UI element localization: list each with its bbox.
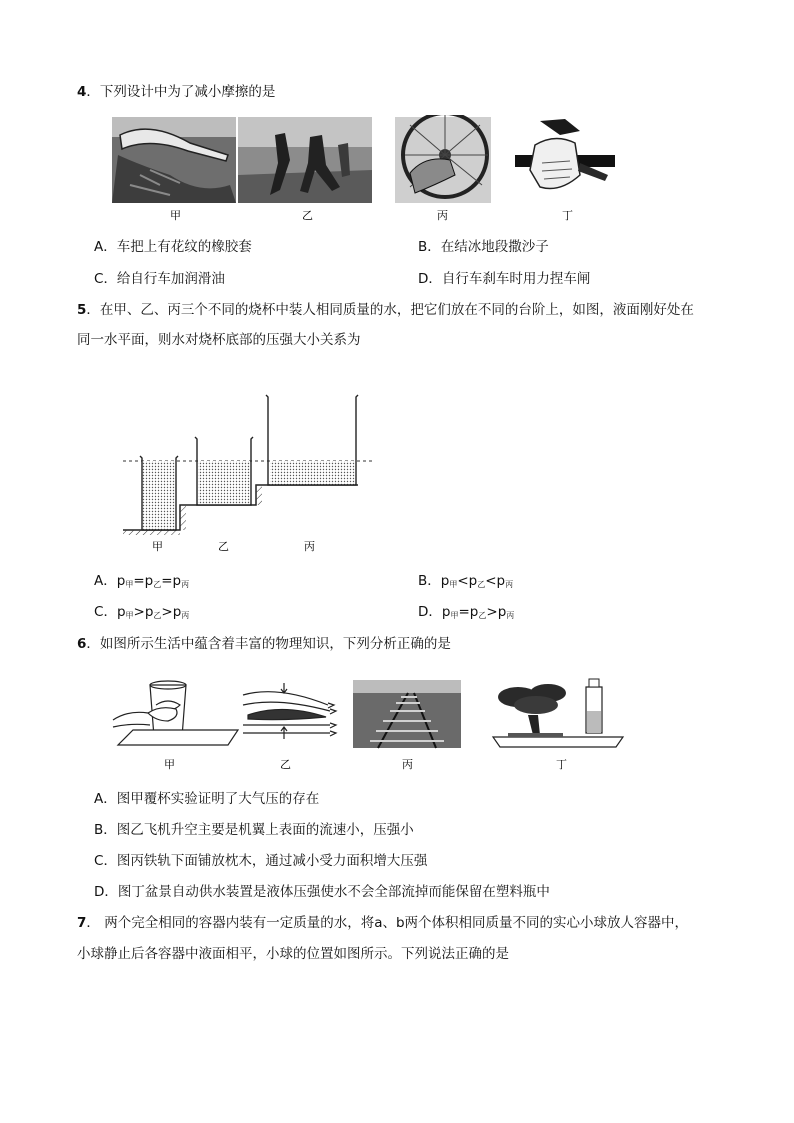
q6-label-bing: 丙 <box>402 758 413 771</box>
q5-option-c-letter: C <box>94 604 104 620</box>
q6-number: 6 <box>77 636 87 652</box>
q5-beaker-yi <box>195 437 253 505</box>
q6-option-b-text: ．图乙飞机升空主要是机翼上表面的流速小，压强小 <box>103 822 414 838</box>
q5-a-sub3: 丙 <box>181 580 190 589</box>
q5-c-p1: p <box>116 604 126 620</box>
q5-a-p2: p <box>144 573 154 589</box>
q5-d-p3: p <box>497 604 507 620</box>
q6-option-b-letter: B <box>94 822 104 838</box>
q5-c-p3: p <box>172 604 182 620</box>
q4-number: 4 <box>77 84 87 100</box>
q5-option-b-letter: B <box>418 573 428 589</box>
q4-option-a-text: ．车把上有花纹的橡胶套 <box>103 239 252 255</box>
q5-option-a: A．$p_甲=p_乙=p_丙$ <box>94 573 190 589</box>
q6-label-yi: 乙 <box>280 758 291 771</box>
q4-label-yi: 乙 <box>302 209 313 222</box>
q5-b-p3: p <box>496 573 506 589</box>
q5-b-rel1: < <box>457 573 469 589</box>
q5-b-sub3: 丙 <box>505 580 514 589</box>
q5-beaker-jia <box>140 456 178 530</box>
q5-label-yi: 乙 <box>218 540 229 553</box>
q6-option-a <box>94 790 319 808</box>
q5-c-rel1: > <box>133 604 145 620</box>
q5-c-p2: p <box>144 604 154 620</box>
q6-fig-ding <box>493 679 623 747</box>
q4-option-a-letter: A <box>94 239 104 255</box>
q6-label-jia: 甲 <box>164 758 175 771</box>
q4-label-bing: 丙 <box>437 209 448 222</box>
q5-b-sub2: 乙 <box>477 580 486 589</box>
q5-b-rel2: < <box>485 573 497 589</box>
q6-fig-yi <box>243 683 336 739</box>
q4-label-ding: 丁 <box>562 209 573 222</box>
q5-option-b: B．$p_甲<p_乙<p_丙$ <box>418 573 514 589</box>
q4-photo-ding <box>510 117 620 203</box>
q4-photo-bing <box>395 115 491 203</box>
q5-b-p1: p <box>440 573 450 589</box>
q4-photo-yi <box>238 117 372 203</box>
q4-option-c-text: ．给自行车加润滑油 <box>103 271 225 287</box>
q6-option-a-letter: A <box>94 791 104 807</box>
q5-b-p2: p <box>468 573 478 589</box>
q6-option-d-text: ．图丁盆景自动供水装置是液体压强使水不会全部流掉而能保留在塑料瓶中 <box>104 884 550 900</box>
q5-d-sub2: 乙 <box>478 611 487 620</box>
q5-d-rel1: = <box>458 604 470 620</box>
q6-option-c <box>94 852 427 870</box>
q5-a-sub2: 乙 <box>153 580 162 589</box>
q5-a-rel1: = <box>133 573 145 589</box>
q5-label-jia: 甲 <box>152 540 163 553</box>
q6-option-a-text: ．图甲覆杯实验证明了大气压的存在 <box>103 791 320 807</box>
q5-b-sub1: 甲 <box>449 580 458 589</box>
q6-option-d <box>94 883 550 901</box>
q5-a-p1: p <box>116 573 126 589</box>
q5-stem-text1: ．在甲、乙、丙三个不同的烧杯中装人相同质量的水，把它们放在不同的台阶上，如图，液面刚好处在 <box>86 302 694 318</box>
q5-option-d: D．$p_甲=p_乙>p_丙$ <box>418 604 515 620</box>
q4-option-c-letter: C <box>94 271 104 287</box>
q5-stem-line2 <box>77 331 361 349</box>
q5-a-sub1: 甲 <box>125 580 134 589</box>
q5-c-sub2: 乙 <box>153 611 162 620</box>
q5-c-sub1: 甲 <box>125 611 134 620</box>
q5-d-sub3: 丙 <box>506 611 515 620</box>
q5-stem-line1 <box>77 301 694 319</box>
q4-stem-text: ．下列设计中为了减小摩擦的是 <box>86 84 276 100</box>
q6-stem <box>77 635 451 653</box>
q5-d-p2: p <box>469 604 479 620</box>
q6-fig-bing <box>353 680 461 748</box>
q4-option-d-text: ．自行车刹车时用力捏车闸 <box>428 271 591 287</box>
q5-c-sub3: 丙 <box>181 611 190 620</box>
q6-label-ding: 丁 <box>556 758 567 771</box>
q4-option-d <box>418 270 590 288</box>
q5-a-rel2: = <box>161 573 173 589</box>
q6-figure <box>108 675 628 775</box>
q5-c-rel2: > <box>161 604 173 620</box>
q4-option-b-text: ．在结冰地段撒沙子 <box>427 239 549 255</box>
q4-option-d-letter: D <box>418 271 429 287</box>
q7-stem-text2: 小球静止后各容器中液面相平，小球的位置如图所示。下列说法正确的是 <box>77 946 509 962</box>
q5-figure <box>118 390 378 560</box>
q4-option-b-letter: B <box>418 239 428 255</box>
q7-stem-text1: ． 两个完全相同的容器内装有一定质量的水，将a、b两个体积相同质量不同的实心小球放人容器中， <box>86 915 689 931</box>
q7-stem-line1 <box>77 914 688 932</box>
q7-number: 7 <box>77 915 87 931</box>
q6-stem-text: ．如图所示生活中蕴含着丰富的物理知识，下列分析正确的是 <box>86 636 451 652</box>
q5-d-rel2: > <box>486 604 498 620</box>
q4-stem <box>77 83 275 101</box>
q4-option-b <box>418 238 549 256</box>
q5-option-c: C．$p_甲>p_乙>p_丙$ <box>94 604 190 620</box>
q6-option-c-letter: C <box>94 853 104 869</box>
q4-label-jia: 甲 <box>170 209 181 222</box>
q4-option-a <box>94 238 252 256</box>
q5-beaker-bing <box>266 395 358 485</box>
q6-option-d-letter: D <box>94 884 105 900</box>
q5-number: 5 <box>77 302 87 318</box>
q5-a-p3: p <box>172 573 182 589</box>
q4-photo-jia <box>112 117 236 203</box>
q5-option-d-letter: D <box>418 604 429 620</box>
q5-option-a-letter: A <box>94 573 104 589</box>
q6-fig-jia <box>113 681 238 745</box>
q6-option-c-text: ．图丙铁轨下面铺放枕木，通过减小受力面积增大压强 <box>103 853 428 869</box>
q6-option-b <box>94 821 414 839</box>
q5-label-bing: 丙 <box>304 540 315 553</box>
q4-option-c <box>94 270 225 288</box>
q4-figure <box>110 115 620 223</box>
q5-d-sub1: 甲 <box>450 611 459 620</box>
q5-stem-text2: 同一水平面，则水对烧杯底部的压强大小关系为 <box>77 332 361 348</box>
q7-stem-line2 <box>77 945 509 963</box>
q5-d-p1: p <box>441 604 451 620</box>
